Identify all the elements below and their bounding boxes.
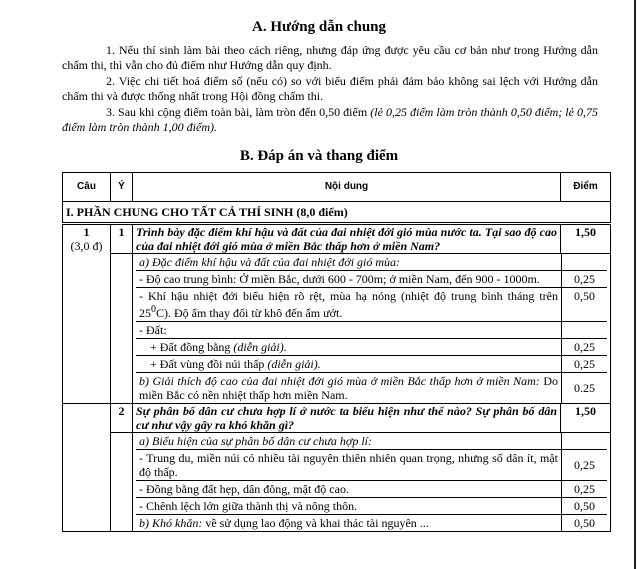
header-diem: Điểm xyxy=(561,173,611,202)
y1-line-1 xyxy=(136,271,607,288)
y1-number: 1 xyxy=(111,224,133,254)
y1-b-points: 0.25 xyxy=(574,381,595,395)
q1-number: 1 xyxy=(83,225,90,239)
header-y: Ý xyxy=(111,173,133,202)
y1-line-5-text xyxy=(136,356,562,372)
section-a-title: A. Hướng dẫn chung xyxy=(251,19,387,35)
q1-y1-row xyxy=(63,224,611,254)
y2-line-2 xyxy=(136,481,607,498)
y2-line-1-text: - Trung du, miền núi có nhiều tài nguyên thiên nhiên quan trọng, nhưng số dân ít, mật độ thấp. xyxy=(136,450,562,480)
answer-table xyxy=(62,172,611,532)
guideline-1-text: 1. Nếu thí sinh làm bài theo cách riêng, nhưng đáp ứng được yêu cầu cơ bản như trong Hướng dẫn chấm thi, thì vẫn cho đủ điểm như Hướng dẫn quy định. xyxy=(62,43,598,72)
q1-y2-row xyxy=(63,404,611,433)
y2-b-heading: b) Khó khăn: xyxy=(139,516,203,530)
y2-b-body: về sử dụng lao động và khai thác tài nguyên ... xyxy=(202,516,429,530)
y1-b-body: Do miền Bắc có nền nhiệt thấp hơn miền Nam. xyxy=(139,374,558,402)
guideline-2 xyxy=(62,74,598,103)
guideline-2-text: 2. Việc chi tiết hoá điểm số (nếu có) so với biểu điểm phải đảm bảo không sai lệch với Hướng dẫn chấm thi và được thống nhất trong Hội đồng chấm thi. xyxy=(62,74,598,103)
q1-y1-detail-row xyxy=(63,254,611,404)
y2-question: Sự phân bố dân cư chưa hợp lí ở nước ta biểu hiện như thế nào? Sự phân bố dân cư như vậy gây ra khó khăn gì? xyxy=(133,404,561,433)
part1-row xyxy=(63,202,611,224)
y1-spacer xyxy=(111,254,133,404)
y1-line-5 xyxy=(136,356,607,373)
section-b-title: B. Đáp án và thang điểm xyxy=(239,148,399,164)
y1-detail xyxy=(133,254,611,404)
y1-line-4-note: (diễn giải). xyxy=(230,340,287,354)
y1-a-heading-line xyxy=(136,254,607,271)
y1-question: Trình bày đặc điểm khí hậu và đất của đai nhiệt đới gió mùa nước ta. Tại sao độ cao của đai nhiệt đới gió mùa ở miền Bắc thấp hơn ở miền Nam? xyxy=(133,224,561,254)
guideline-3-text: 3. Sau khi cộng điểm toàn bài, làm tròn đến 0,50 điểm xyxy=(106,105,368,119)
y1-line-4-points: 0,25 xyxy=(574,340,595,354)
y2-line-3-points: 0,50 xyxy=(574,499,595,513)
y1-line-2b: C). Độ ẩm thay đổi từ khô đến ẩm ướt. xyxy=(156,306,343,320)
y1-line-4-main: + Đất đồng bằng xyxy=(150,340,231,354)
y1-line-3-text: - Đất: xyxy=(136,322,562,338)
y2-b-line xyxy=(136,515,607,531)
y2-number: 2 xyxy=(111,404,133,433)
y1-line-2a: - Khí hậu nhiệt đới biểu hiện rõ rệt, mùa hạ nóng (nhiệt độ trung bình tháng trên 25 xyxy=(139,289,558,320)
y1-line-5-main: + Đất vùng đồi núi thấp xyxy=(150,357,265,371)
guideline-3 xyxy=(62,105,598,134)
y1-line-3 xyxy=(136,322,607,339)
y1-b-heading: b) Giải thích độ cao của đai nhiệt đới gió mùa ở miền Bắc thấp hơn ở miền Nam: xyxy=(139,374,540,388)
y1-line-5-points: 0,25 xyxy=(574,357,595,371)
y2-a-heading: a) Biểu hiện của sự phân bố dân cư chưa hợp lí: xyxy=(136,433,562,449)
header-noi-dung: Nội dung xyxy=(133,173,561,202)
part1-title: I. PHẦN CHUNG CHO TẤT CẢ THÍ SINH (8,0 điểm) xyxy=(63,202,611,224)
y2-detail xyxy=(133,433,611,532)
y1-b-line xyxy=(136,373,607,403)
y2-spacer xyxy=(111,433,133,532)
y2-line-1 xyxy=(136,450,607,481)
y2-line-2-points: 0,25 xyxy=(574,482,595,496)
y1-line-4 xyxy=(136,339,607,356)
y2-points: 1,50 xyxy=(561,404,611,433)
y2-line-1-points: 0,25 xyxy=(574,458,595,472)
y1-b-text xyxy=(136,373,562,403)
y1-line-2 xyxy=(136,288,607,322)
q1-continuation xyxy=(63,404,111,532)
y1-line-1-points: 0,25 xyxy=(574,272,595,286)
guideline-1 xyxy=(62,43,598,72)
y2-line-2-text: - Đồng bằng đất hẹp, dân đông, mật độ cao. xyxy=(136,481,562,497)
y1-line-4-text xyxy=(136,339,562,355)
y1-line-2-sup: 0 xyxy=(151,304,156,315)
header-row xyxy=(63,173,611,202)
y1-a-heading: a) Đặc điểm khí hậu và đất của đai nhiệt đới gió mùa: xyxy=(136,254,562,270)
y1-line-2-points: 0,50 xyxy=(574,289,595,303)
y2-line-3 xyxy=(136,498,607,515)
guideline-3-note: (lẻ 0,25 điểm làm tròn thành 0,50 điểm; lẻ 0,75 điểm làm tròn thành 1,00 điểm). xyxy=(62,105,598,134)
y1-points: 1,50 xyxy=(561,224,611,254)
y1-line-1-text: - Độ cao trung bình: Ở miền Bắc, dưới 600 - 700m; ở miền Nam, đến 900 - 1000m. xyxy=(136,271,562,287)
q1-cell xyxy=(63,224,111,404)
y2-b-text xyxy=(136,515,562,531)
header-cau: Câu xyxy=(63,173,111,202)
y2-b-points: 0,50 xyxy=(574,516,595,530)
q1-y2-detail-row xyxy=(63,433,611,532)
q1-score: (3,0 đ) xyxy=(70,239,103,253)
y2-a-heading-line xyxy=(136,433,607,450)
y1-line-5-note: (diễn giải). xyxy=(264,357,321,371)
y1-line-2-text xyxy=(136,288,562,321)
y2-line-3-text: - Chênh lệch lớn giữa thành thị và nông thôn. xyxy=(136,498,562,514)
